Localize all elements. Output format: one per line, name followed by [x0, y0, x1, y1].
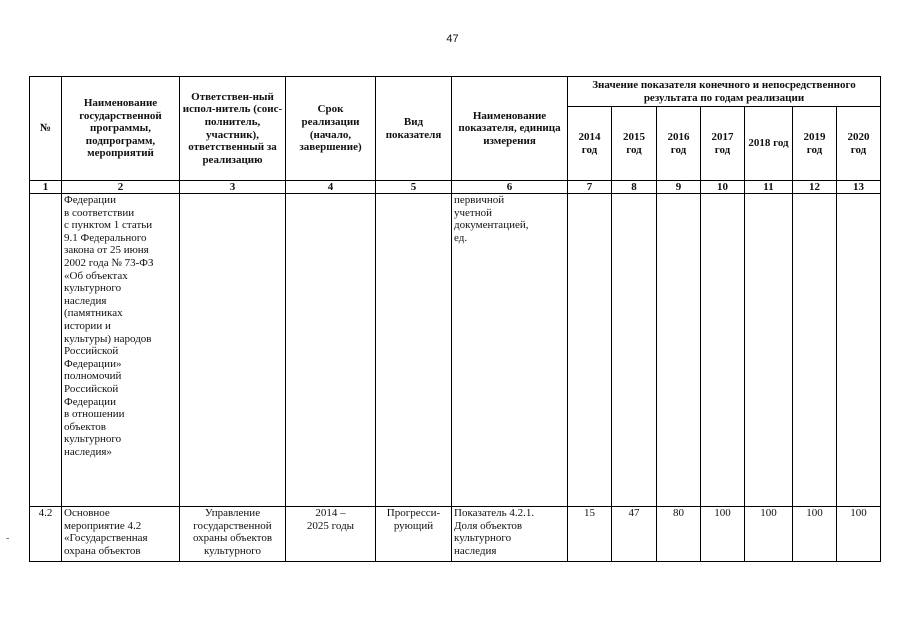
cell-value: 80: [657, 507, 701, 562]
cell-indicator: Показатель 4.2.1. Доля объектов культурного наследия: [452, 507, 568, 562]
column-number: 4: [286, 181, 376, 194]
cell-value: 15: [568, 507, 612, 562]
cell-program: Федерации в соответствии с пунктом 1 статьи 9.1 Федерального закона от 25 июня 2002 года № 73-ФЗ «Об объектах культурного наследия (памятниках истории и культуры) народов Российской Федерации» полномочий Российской Федерации в отношении объектов культурного наследия»: [62, 194, 180, 507]
header-period: Срок реализации (начало, завершение): [286, 77, 376, 181]
cell-value: [793, 194, 837, 507]
cell-value: 100: [701, 507, 745, 562]
table-row: [30, 507, 881, 562]
column-number: 3: [180, 181, 286, 194]
page-number: 47: [446, 33, 459, 45]
header-year: 2014 год: [568, 107, 612, 181]
cell-value: [837, 194, 881, 507]
indicator-table: [29, 76, 881, 562]
column-number: 12: [793, 181, 837, 194]
column-number: 6: [452, 181, 568, 194]
header-values-group: Значение показателя конечного и непосредственного результата по годам реализации: [568, 77, 881, 107]
cell-type: Прогресси- рующий: [376, 507, 452, 562]
header-program: Наименование государственной программы, подпрограмм, мероприятий: [62, 77, 180, 181]
cell-period: 2014 – 2025 годы: [286, 507, 376, 562]
column-number: 11: [745, 181, 793, 194]
column-number: 8: [612, 181, 657, 194]
cell-value: 100: [837, 507, 881, 562]
cell-program: Основное мероприятие 4.2 «Государственная охрана объектов: [62, 507, 180, 562]
header-year: 2017 год: [701, 107, 745, 181]
cell-executor: Управление государственной охраны объектов культурного: [180, 507, 286, 562]
cell-value: [612, 194, 657, 507]
cell-value: [657, 194, 701, 507]
cell-value: [568, 194, 612, 507]
header-type: Вид показателя: [376, 77, 452, 181]
column-number: 2: [62, 181, 180, 194]
column-number: 9: [657, 181, 701, 194]
header-year: 2018 год: [745, 107, 793, 181]
column-number: 7: [568, 181, 612, 194]
cell-no: 4.2: [30, 507, 62, 562]
cell-value: [745, 194, 793, 507]
header-year: 2019 год: [793, 107, 837, 181]
cell-value: 100: [745, 507, 793, 562]
cell-value: 47: [612, 507, 657, 562]
table-row: [30, 194, 881, 507]
header-year: 2015 год: [612, 107, 657, 181]
cell-type: [376, 194, 452, 507]
column-number: 13: [837, 181, 881, 194]
scan-mark: -: [6, 533, 10, 544]
cell-period: [286, 194, 376, 507]
cell-value: 100: [793, 507, 837, 562]
column-number: 1: [30, 181, 62, 194]
header-executor: Ответствен-ный испол-нитель (соис-полнитель, участник), ответственный за реализацию: [180, 77, 286, 181]
cell-value: [701, 194, 745, 507]
cell-indicator: первичной учетной документацией, ед.: [452, 194, 568, 507]
column-number: 5: [376, 181, 452, 194]
header-indicator: Наименование показателя, единица измерения: [452, 77, 568, 181]
cell-executor: [180, 194, 286, 507]
column-number: 10: [701, 181, 745, 194]
header-year: 2016 год: [657, 107, 701, 181]
cell-no: [30, 194, 62, 507]
header-year: 2020 год: [837, 107, 881, 181]
header-no: №: [30, 77, 62, 181]
